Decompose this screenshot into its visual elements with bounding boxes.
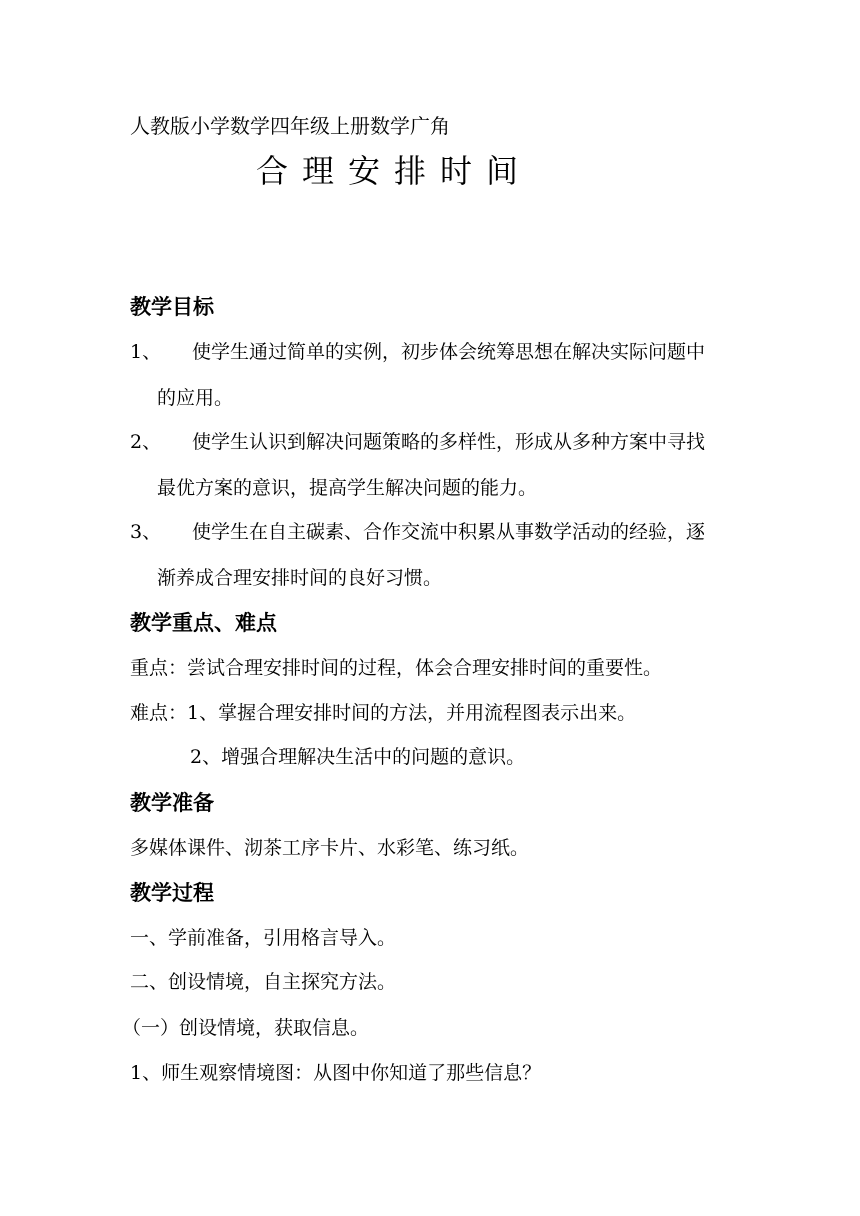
process-step: 一、学前准备，引用格言导入。 xyxy=(130,927,397,949)
objective-number: 1、 xyxy=(130,341,162,363)
objective-number: 2、 xyxy=(130,431,162,453)
objectives-heading: 教学目标 xyxy=(130,295,214,319)
objective-text: 使学生认识到解决问题策略的多样性，形成从多种方案中寻找 xyxy=(192,431,706,453)
difficulty-text-continued: 2、增强合理解决生活中的问题的意识。 xyxy=(190,746,526,768)
process-step: 二、创设情境，自主探究方法。 xyxy=(130,971,397,993)
preparation-text: 多媒体课件、沏茶工序卡片、水彩笔、练习纸。 xyxy=(130,837,530,859)
difficulty-text: 难点：1、掌握合理安排时间的方法，并用流程图表示出来。 xyxy=(130,702,637,724)
preparation-heading: 教学准备 xyxy=(130,791,214,815)
objective-text: 使学生在自主碳素、合作交流中积累从事数学活动的经验，逐 xyxy=(192,521,706,543)
objective-text: 使学生通过简单的实例，初步体会统筹思想在解决实际问题中 xyxy=(192,341,706,363)
objective-text-continued: 渐养成合理安排时间的良好习惯。 xyxy=(157,567,443,589)
document-title: 合理安排时间 xyxy=(256,152,533,190)
objective-number: 3、 xyxy=(130,521,162,543)
objective-text-continued: 的应用。 xyxy=(157,387,234,409)
course-label: 人教版小学数学四年级上册数学广角 xyxy=(130,114,450,138)
focus-text: 重点：尝试合理安排时间的过程，体会合理安排时间的重要性。 xyxy=(130,657,663,679)
objective-text-continued: 最优方案的意识，提高学生解决问题的能力。 xyxy=(157,477,538,499)
process-heading: 教学过程 xyxy=(130,881,214,905)
process-question: 1、师生观察情境图：从图中你知道了那些信息？ xyxy=(130,1062,542,1084)
key-points-heading: 教学重点、难点 xyxy=(130,611,277,635)
process-substep: （一）创设情境，获取信息。 xyxy=(122,1017,370,1039)
